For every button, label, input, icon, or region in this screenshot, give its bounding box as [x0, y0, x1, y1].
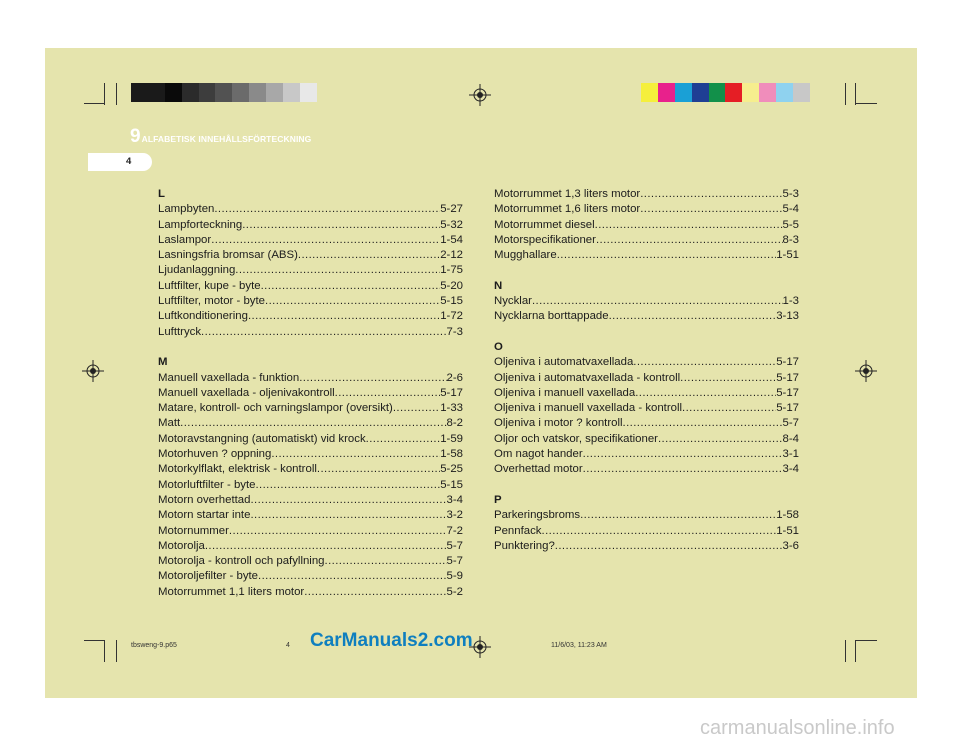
index-entry-text: Nycklarna borttappade [494, 310, 609, 323]
calibration-swatch [232, 83, 249, 102]
grayscale-calibration-bar [131, 83, 317, 102]
index-entry[interactable] [494, 202, 799, 217]
index-entry-page: 5-17 [776, 402, 799, 415]
online-watermark[interactable]: carmanualsonline.info [700, 717, 895, 739]
dot-leader [557, 248, 777, 263]
index-entry-page: 5-7 [446, 555, 463, 568]
index-entry-text: Oljor och vatskor, specifikationer [494, 432, 658, 445]
crop-mark [116, 640, 117, 662]
index-entry[interactable] [494, 371, 799, 386]
index-entry[interactable] [494, 539, 799, 554]
crop-mark [84, 103, 104, 104]
calibration-swatch [165, 83, 182, 102]
index-entry[interactable] [158, 462, 463, 477]
index-entry-page: 1-51 [776, 249, 799, 262]
index-letter-heading: N [494, 279, 503, 292]
index-entry[interactable] [494, 355, 799, 370]
crop-mark [855, 83, 856, 105]
dot-leader [317, 462, 440, 477]
dot-leader [542, 524, 777, 539]
calibration-swatch [725, 83, 742, 102]
index-entry-page: 5-7 [446, 539, 463, 552]
dot-leader [211, 233, 440, 248]
chapter-number: 9 [130, 126, 141, 147]
crop-mark [104, 640, 105, 662]
page-number-tab [88, 153, 152, 171]
dot-leader [229, 524, 447, 539]
index-entry[interactable] [158, 309, 463, 324]
registration-mark-icon [82, 360, 104, 382]
calibration-swatch [759, 83, 776, 102]
dot-leader [271, 447, 440, 462]
index-entry-text: Parkeringsbroms [494, 509, 581, 522]
index-entry[interactable] [494, 386, 799, 401]
dot-leader [658, 432, 783, 447]
color-calibration-bar [641, 83, 810, 102]
index-entry-text: Overhettad motor [494, 463, 583, 476]
registration-mark-icon [469, 84, 491, 106]
index-entry-page: 1-59 [440, 432, 463, 445]
index-entry[interactable] [494, 401, 799, 416]
index-entry-page: 5-9 [446, 570, 463, 583]
crop-mark [855, 103, 877, 104]
dot-leader [214, 202, 440, 217]
index-entry-text: Nycklar [494, 295, 532, 308]
dot-leader [250, 508, 446, 523]
index-entry-text: Lampforteckning [158, 218, 243, 231]
index-entry-page: 5-20 [440, 279, 463, 292]
index-entry-text: Motorrummet diesel [494, 218, 595, 231]
index-entry-page: 7-2 [446, 524, 463, 537]
index-entry-text: Oljeniva i automatvaxellada - kontroll [494, 371, 681, 384]
group-spacer [158, 340, 463, 355]
index-entry-text: Laslampor [158, 233, 212, 246]
index-entry-page: 5-17 [440, 386, 463, 399]
dot-leader [248, 309, 440, 324]
calibration-swatch [283, 83, 300, 102]
index-entry-page: 1-3 [782, 295, 799, 308]
index-entry[interactable] [494, 218, 799, 233]
index-entry-page: 3-6 [782, 539, 799, 552]
index-entry[interactable] [494, 309, 799, 324]
dot-leader [595, 218, 783, 233]
index-entry-page: 5-3 [782, 188, 799, 200]
index-entry-text: Motorspecifikationer [494, 233, 596, 246]
index-entry-page: 3-4 [446, 493, 463, 506]
index-entry[interactable] [158, 279, 463, 294]
calibration-swatch [793, 83, 810, 102]
index-entry[interactable] [494, 432, 799, 447]
dot-leader [325, 554, 447, 569]
index-entry-text: Mugghallare [494, 249, 557, 262]
index-entry-page: 5-17 [776, 356, 799, 369]
calibration-swatch [675, 83, 692, 102]
index-entry[interactable] [158, 371, 463, 386]
dot-leader [235, 263, 440, 278]
crop-mark [845, 640, 846, 662]
calibration-swatch [641, 83, 658, 102]
index-entry-page: 5-27 [440, 203, 463, 216]
index-entry-text: Motorrummet 1,1 liters motor [158, 585, 305, 598]
dot-leader [255, 478, 440, 493]
index-entry-page: 1-54 [440, 233, 463, 246]
index-entry-page: 5-32 [440, 218, 463, 231]
calibration-swatch [199, 83, 216, 102]
index-entry-text: Luftfilter, motor - byte [158, 295, 265, 308]
index-entry[interactable] [158, 539, 463, 554]
dot-leader [635, 386, 776, 401]
dot-leader [304, 585, 446, 600]
index-entry-page: 5-7 [782, 417, 799, 430]
index-entry[interactable] [494, 447, 799, 462]
index-entry[interactable] [494, 248, 799, 263]
dot-leader [640, 202, 782, 217]
index-entry-page: 2-6 [446, 371, 463, 384]
index-entry[interactable] [494, 416, 799, 431]
index-entry-page: 1-58 [440, 448, 463, 461]
dot-leader [623, 416, 783, 431]
index-entry-text: Oljeniva i automatvaxellada [494, 356, 634, 369]
calibration-swatch [266, 83, 283, 102]
index-entry[interactable] [158, 569, 463, 584]
group-spacer [494, 478, 799, 493]
calibration-swatch [148, 83, 165, 102]
index-entry-page: 3-1 [782, 448, 799, 461]
index-entry-page: 1-72 [440, 310, 463, 323]
dot-leader [335, 386, 441, 401]
calibration-swatch [776, 83, 793, 102]
dot-leader [532, 294, 783, 309]
index-letter-heading: M [158, 356, 168, 369]
index-entry-page: 1-33 [440, 402, 463, 415]
index-entry[interactable] [158, 294, 463, 309]
crop-mark [84, 640, 104, 641]
index-entry-text: Motorn overhettad [158, 493, 251, 506]
index-entry-text: Motoroljefilter - byte [158, 570, 259, 583]
calibration-swatch [658, 83, 675, 102]
crop-mark [845, 83, 846, 105]
index-entry-text: Oljeniva i motor ? kontroll [494, 417, 623, 430]
index-column-right [494, 187, 799, 554]
group-spacer [494, 325, 799, 340]
index-column-left [158, 187, 463, 600]
index-entry-text: Lufttryck [158, 325, 202, 338]
index-entry-page: 3-4 [782, 463, 799, 476]
index-letter-heading: O [494, 340, 503, 353]
calibration-swatch [742, 83, 759, 102]
index-entry-text: Motorrummet 1,6 liters motor [494, 203, 641, 216]
index-entry-text: Manuell vaxellada - oljenivakontroll [158, 386, 335, 399]
index-entry[interactable] [158, 401, 463, 416]
index-entry-text: Manuell vaxellada - funktion [158, 371, 300, 384]
index-entry-text: Lasningsfria bromsar (ABS) [158, 249, 298, 262]
index-entry-text: Motorn startar inte [158, 509, 251, 522]
index-entry[interactable] [494, 462, 799, 477]
index-entry-text: Motorhuven ? oppning [158, 448, 272, 461]
index-entry-text: Om nagot hander [494, 448, 583, 461]
crop-mark [855, 640, 877, 641]
dot-leader [680, 371, 776, 386]
index-entry[interactable] [158, 202, 463, 217]
index-entry-page: 5-25 [440, 463, 463, 476]
dot-leader [250, 493, 446, 508]
index-entry[interactable] [494, 524, 799, 539]
index-entry[interactable] [158, 263, 463, 278]
dot-leader [299, 371, 446, 386]
dot-leader [609, 309, 777, 324]
index-entry-page: 3-2 [446, 509, 463, 522]
index-entry[interactable] [494, 233, 799, 248]
index-entry-text: Oljeniva i manuell vaxellada [494, 386, 636, 399]
chapter-title: ALFABETISK INNEHÅLLSFÖRTECKNING [141, 134, 312, 144]
index-entry-page: 3-13 [776, 310, 799, 323]
index-entry-text: Pennfack [494, 524, 542, 537]
index-entry-text: Luftkonditionering [158, 310, 248, 323]
index-entry-page: 5-15 [440, 295, 463, 308]
index-entry[interactable] [158, 416, 463, 431]
calibration-swatch [300, 83, 317, 102]
index-entry-text: Punktering? [494, 539, 555, 552]
dot-leader [201, 325, 446, 340]
index-entry-text: Motornummer [158, 524, 229, 537]
index-entry-text: Motorluftfilter - byte [158, 478, 256, 491]
index-entry-text: Ljudanlaggning [158, 264, 236, 277]
index-entry-text: Matt [158, 417, 181, 430]
dot-leader [640, 187, 782, 202]
group-spacer [494, 263, 799, 278]
index-entry-page: 8-4 [782, 432, 799, 445]
dot-leader [180, 416, 446, 431]
chapter-header [130, 126, 311, 148]
crop-mark [855, 640, 856, 662]
index-letter-heading: L [158, 188, 165, 200]
index-entry-text: Oljeniva i manuell vaxellada - kontroll [494, 402, 683, 415]
index-entry-text: Motorrummet 1,3 liters motor [494, 188, 641, 200]
index-entry-text: Motorolja [158, 539, 205, 552]
carmanuals-watermark[interactable]: CarManuals2.com [310, 630, 473, 651]
dot-leader [265, 294, 440, 309]
index-entry[interactable] [158, 325, 463, 340]
dot-leader [555, 539, 783, 554]
dot-leader [205, 539, 447, 554]
crop-mark [104, 83, 105, 105]
dot-leader [580, 508, 776, 523]
dot-leader [298, 248, 440, 263]
dot-leader [633, 355, 776, 370]
index-entry-text: Luftfilter, kupe - byte [158, 279, 261, 292]
index-entry-text: Motorkylflakt, elektrisk - kontroll [158, 463, 317, 476]
calibration-swatch [692, 83, 709, 102]
index-entry-page: 5-17 [776, 386, 799, 399]
calibration-swatch [249, 83, 266, 102]
index-entry[interactable] [494, 294, 799, 309]
index-entry-page: 8-2 [446, 417, 463, 430]
index-entry[interactable] [158, 524, 463, 539]
footer-filename: tbsweng-9.p65 [131, 642, 177, 649]
calibration-swatch [131, 83, 148, 102]
index-entry-page: 7-3 [446, 325, 463, 338]
registration-mark-icon [855, 360, 877, 382]
index-entry-page: 5-2 [446, 585, 463, 598]
crop-mark [116, 83, 117, 105]
index-entry[interactable] [158, 447, 463, 462]
index-entry-page: 1-51 [776, 524, 799, 537]
index-entry-text: Lampbyten [158, 203, 215, 216]
calibration-swatch [182, 83, 199, 102]
page-number: 4 [126, 156, 132, 167]
index-entry[interactable] [158, 233, 463, 248]
dot-leader [242, 218, 440, 233]
index-entry[interactable] [158, 218, 463, 233]
index-entry[interactable] [158, 493, 463, 508]
index-entry[interactable] [158, 508, 463, 523]
index-entry-page: 8-3 [782, 233, 799, 246]
index-entry-page: 2-12 [440, 249, 463, 262]
index-entry-page: 5-15 [440, 478, 463, 491]
dot-leader [393, 401, 440, 416]
index-entry-page: 1-75 [440, 264, 463, 277]
index-entry[interactable] [158, 386, 463, 401]
index-entry-text: Motorolja - kontroll och pafyllning [158, 555, 325, 568]
index-entry[interactable] [494, 508, 799, 523]
dot-leader [258, 569, 447, 584]
index-entry-page: 5-5 [782, 218, 799, 231]
index-entry[interactable] [158, 585, 463, 600]
footer-timestamp: 11/6/03, 11:23 AM [551, 642, 607, 649]
calibration-swatch [215, 83, 232, 102]
index-entry-page: 1-58 [776, 509, 799, 522]
dot-leader [682, 401, 776, 416]
index-entry[interactable] [158, 248, 463, 263]
footer-page: 4 [286, 642, 290, 649]
index-entry-text: Motoravstangning (automatiskt) vid krock [158, 432, 366, 445]
index-entry[interactable] [158, 554, 463, 569]
dot-leader [583, 462, 783, 477]
index-letter-heading: P [494, 493, 502, 506]
calibration-swatch [709, 83, 726, 102]
dot-leader [261, 279, 441, 294]
index-entry[interactable] [158, 478, 463, 493]
index-entry[interactable] [494, 187, 799, 202]
index-entry-text: Matare, kontroll- och varningslampor (oversikt) [158, 402, 393, 415]
dot-leader [366, 432, 441, 447]
index-entry[interactable] [158, 432, 463, 447]
index-entry-page: 5-4 [782, 203, 799, 216]
dot-leader [596, 233, 783, 248]
index-entry-page: 5-17 [776, 371, 799, 384]
dot-leader [583, 447, 783, 462]
